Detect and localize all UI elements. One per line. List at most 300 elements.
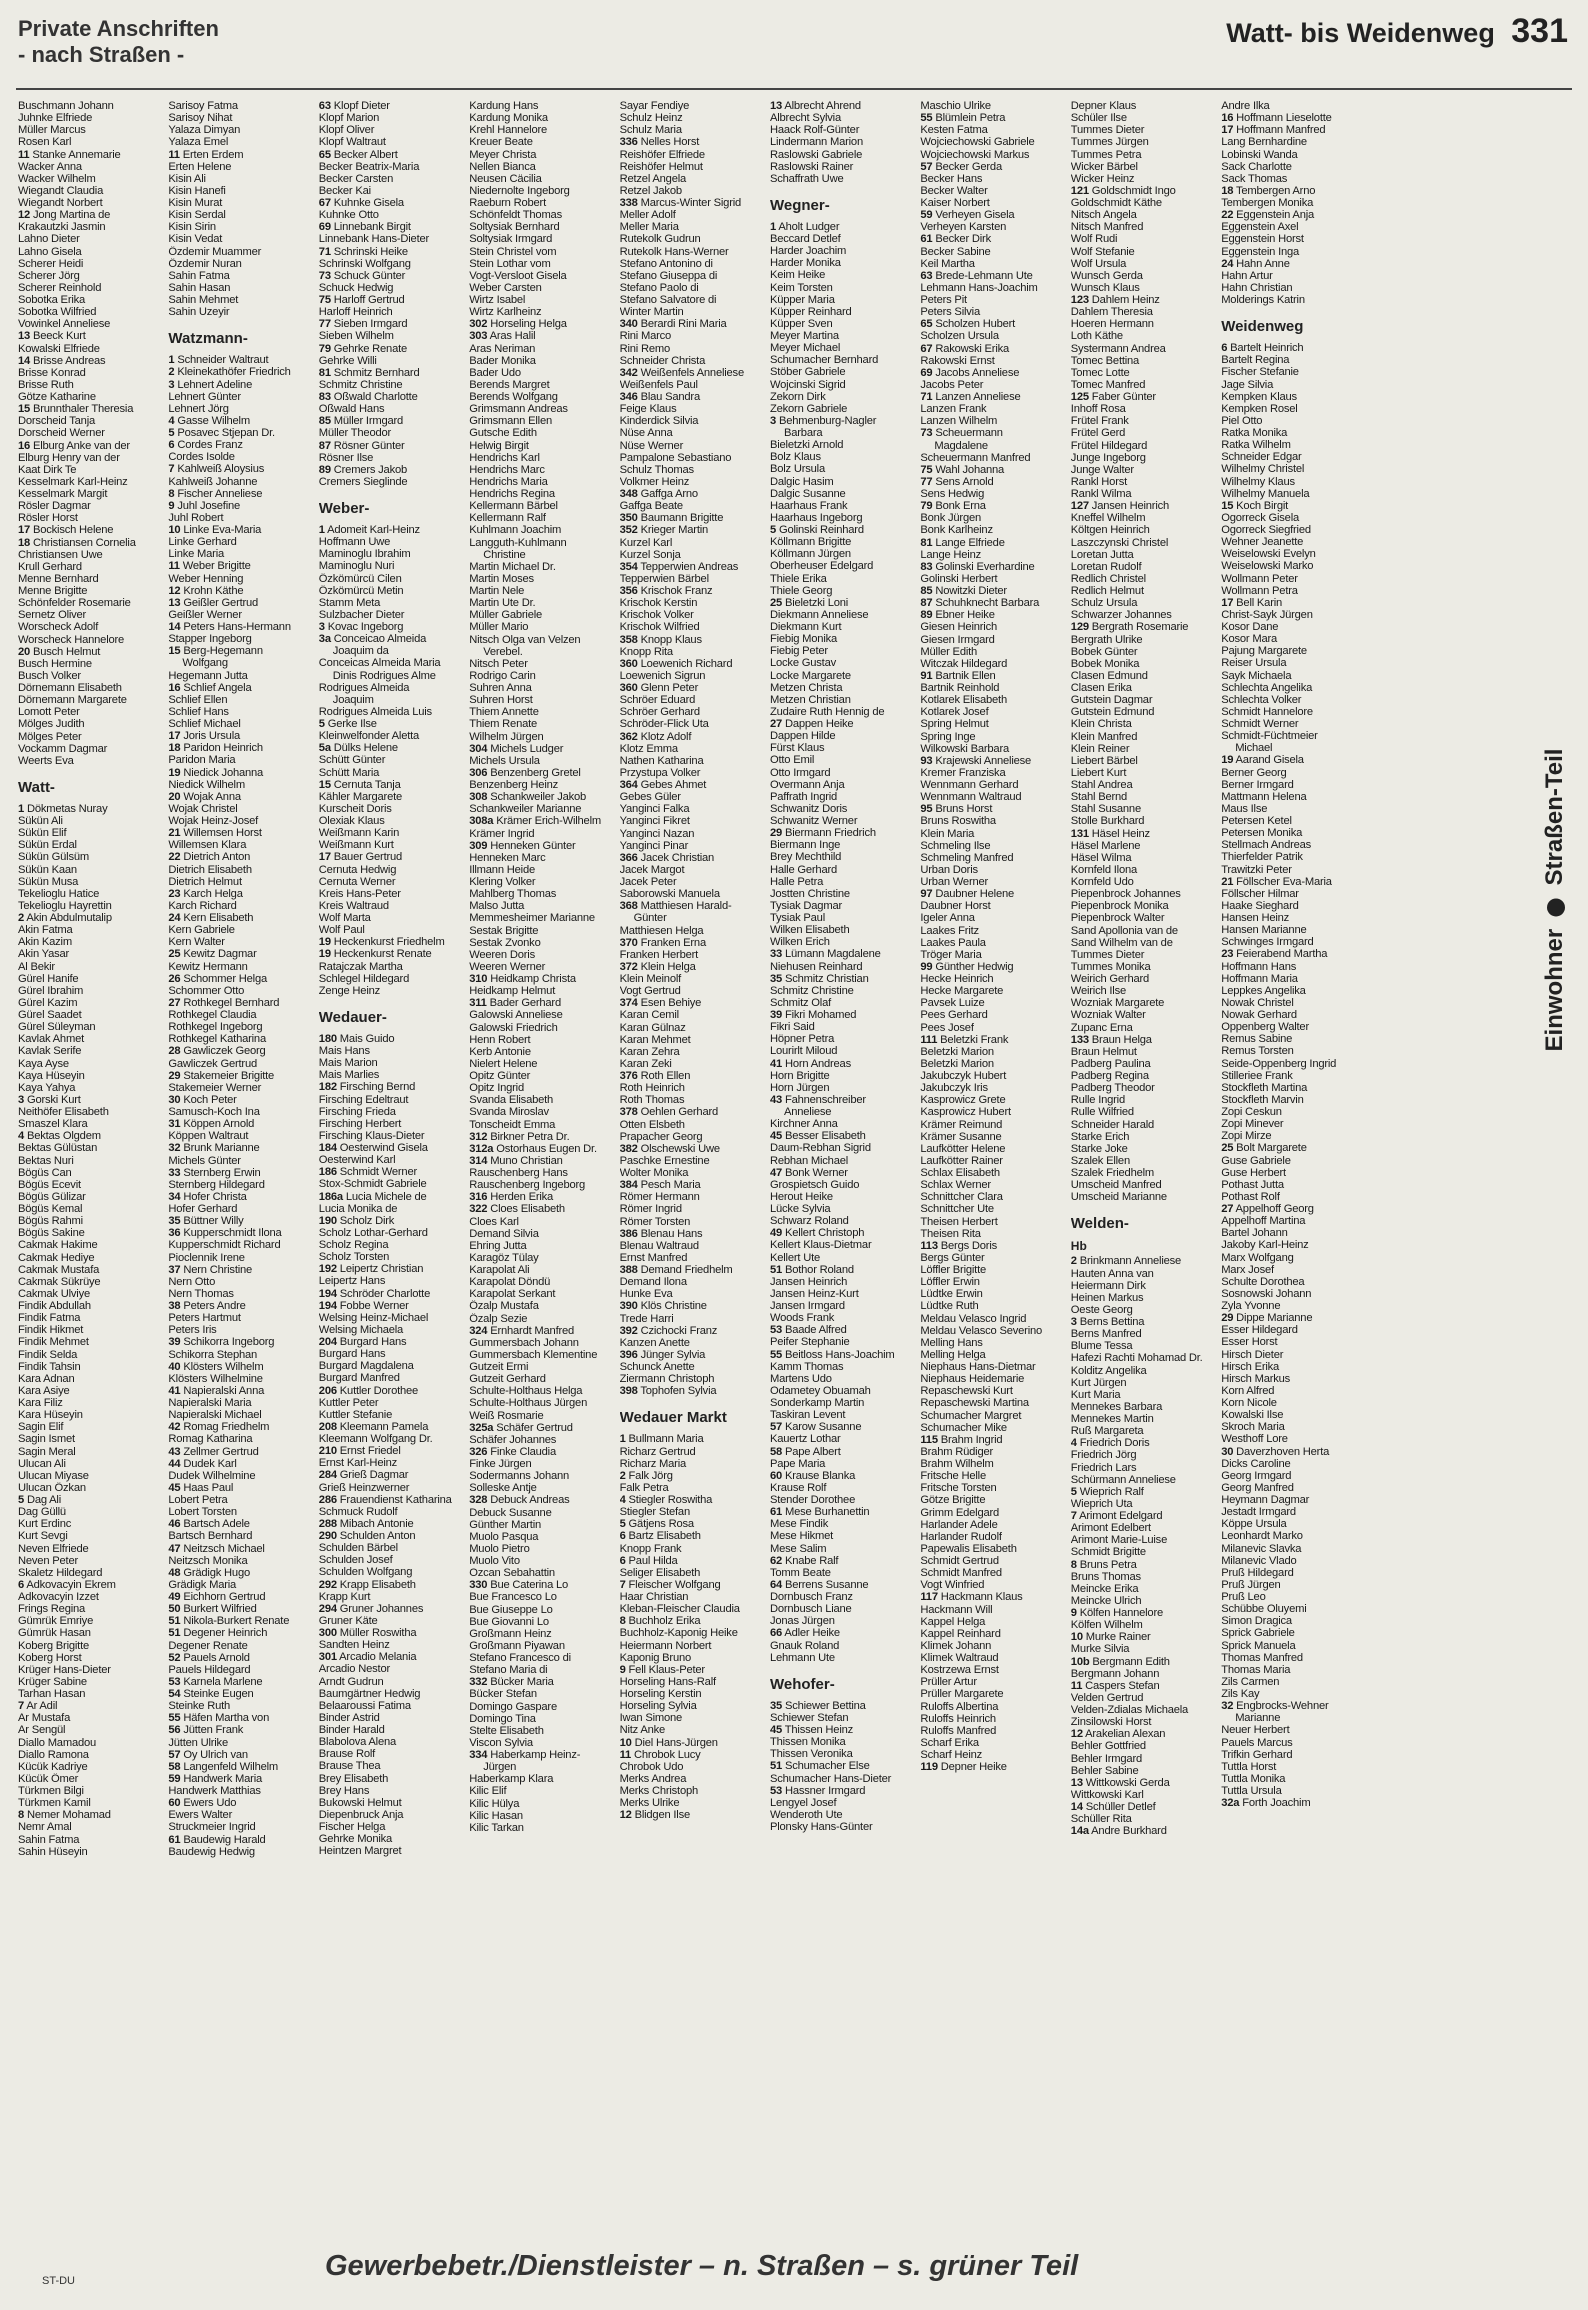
resident-entry <box>770 379 914 391</box>
house-number: 396 <box>619 1348 638 1361</box>
house-number: 184 <box>318 1142 337 1154</box>
resident-name: Klösters Wilhelmine <box>168 1372 263 1385</box>
resident-name: Özalp Sezie <box>469 1312 528 1325</box>
resident-name: Szalek Friedhelm <box>1070 1167 1155 1179</box>
resident-entry <box>469 306 613 318</box>
resident-name: Igeler Anna <box>920 912 975 925</box>
resident-name: Kaiser Norbert <box>920 197 990 209</box>
house-number: 19 <box>168 766 181 779</box>
resident-name: Demand Ilona <box>619 1276 687 1289</box>
resident-name: Szalek Ellen <box>1070 1154 1130 1167</box>
resident-entry <box>1221 803 1365 815</box>
resident-entry <box>18 1191 162 1203</box>
house-number: 386 <box>619 1227 638 1240</box>
resident-entry <box>469 925 613 937</box>
resident-entry <box>620 1579 764 1591</box>
house-number: 308 <box>469 791 488 804</box>
resident-name: Kostrzewa Ernst <box>920 1664 999 1677</box>
resident-name: Sieben Irmgard <box>333 318 408 331</box>
house-number: 20 <box>168 790 181 803</box>
resident-entry <box>620 1506 764 1518</box>
resident-name: Degener Heinrich <box>183 1627 268 1640</box>
resident-name: Tepperwien Andreas <box>640 560 739 573</box>
resident-name: Kurt Erdinc <box>18 1518 72 1531</box>
resident-name: Piel Otto <box>1221 414 1263 427</box>
resident-name: Klösters Wilhelm <box>183 1360 264 1373</box>
house-number: 5 <box>619 1518 626 1531</box>
house-number: 46 <box>168 1518 181 1531</box>
resident-name: Krakautzki Jasmin <box>18 221 106 234</box>
resident-name: Kern Gabriele <box>168 924 235 937</box>
resident-entry <box>1071 561 1215 573</box>
resident-name: Schumacher Mike <box>920 1421 1007 1434</box>
directory-column <box>168 100 312 2220</box>
resident-name: Kellermann Ralf <box>469 512 546 525</box>
resident-entry <box>620 803 764 815</box>
resident-name: Krüger Sabine <box>18 1675 87 1688</box>
directory-column <box>1071 100 1215 2220</box>
resident-name: Niehusen Reinhard <box>769 960 863 973</box>
resident-name: Kamm Thomas <box>769 1360 844 1373</box>
resident-entry <box>168 1409 312 1421</box>
resident-entry <box>1071 670 1215 682</box>
resident-entry <box>770 560 914 572</box>
resident-entry <box>1071 136 1215 148</box>
resident-entry <box>469 403 613 415</box>
resident-entry <box>18 597 162 609</box>
resident-name: Clasen Erika <box>1070 682 1132 694</box>
resident-entry <box>770 633 914 645</box>
resident-name: Fischer Helga <box>318 1821 386 1833</box>
house-number: 71 <box>318 245 331 258</box>
resident-name: Fleischer Wolfgang <box>628 1578 721 1591</box>
resident-name: Brey Mechthild <box>769 851 842 864</box>
resident-name: Költgen Heinrich <box>1070 524 1150 537</box>
resident-entry <box>469 731 613 743</box>
resident-entry <box>18 658 162 670</box>
resident-name: Fell Klaus-Peter <box>628 1663 705 1676</box>
resident-entry <box>319 1833 463 1845</box>
resident-entry <box>168 876 312 888</box>
resident-name: Müller Irmgard <box>333 415 404 428</box>
resident-entry <box>1071 803 1215 815</box>
resident-name: Tysiak Dagmar <box>769 899 842 912</box>
resident-name: Kempken Klaus <box>1221 390 1297 403</box>
resident-entry <box>168 1737 312 1749</box>
resident-name: Wehner Jeanette <box>1221 536 1304 549</box>
resident-name: Linke Gerhard <box>168 536 237 549</box>
resident-entry <box>319 100 463 112</box>
resident-name: Ziermann Christoph <box>619 1373 715 1386</box>
resident-entry <box>319 1566 463 1578</box>
house-number: 384 <box>619 1179 638 1192</box>
resident-entry <box>319 379 463 391</box>
resident-entry <box>770 864 914 876</box>
resident-entry <box>469 694 613 706</box>
resident-name: Bergrath Rosemarie <box>1091 621 1189 634</box>
resident-name: Findik Mehmet <box>18 1336 89 1349</box>
resident-entry <box>469 1458 613 1470</box>
resident-name: Weber Brigitte <box>182 560 251 573</box>
resident-entry <box>469 1288 613 1300</box>
house-number: 15 <box>318 778 331 791</box>
resident-name: Jansen Heinz-Kurt <box>769 1287 859 1300</box>
resident-name: Jansen Irmgard <box>769 1300 845 1312</box>
resident-entry <box>770 427 914 439</box>
resident-entry <box>319 1542 463 1554</box>
resident-name: Arimont Edelgard <box>1079 1510 1163 1522</box>
resident-name: Schüler Ilse <box>1070 112 1127 125</box>
resident-entry <box>1071 355 1215 367</box>
resident-entry <box>620 1058 764 1070</box>
resident-name: Schmidt Werner <box>339 1166 417 1179</box>
resident-name: Tembergen Arno <box>1235 184 1316 197</box>
resident-name: Bergmann Johann <box>1070 1667 1160 1680</box>
resident-name: Peters Hartmut <box>168 1312 241 1325</box>
resident-name: Nathen Katharina <box>619 754 704 767</box>
resident-entry <box>1071 488 1215 500</box>
house-number: 63 <box>920 269 933 282</box>
resident-entry <box>770 754 914 766</box>
resident-entry <box>770 597 914 609</box>
resident-name: Oesterwind Karl <box>318 1154 396 1167</box>
resident-entry <box>770 1640 914 1652</box>
house-number: 358 <box>619 633 638 646</box>
resident-name: Gutstein Edmund <box>1070 706 1155 719</box>
resident-entry <box>469 1652 613 1664</box>
resident-entry <box>1071 403 1215 415</box>
resident-name: Becker Walter <box>920 184 988 197</box>
resident-name: Rakowski Ernst <box>920 354 995 367</box>
house-number: 121 <box>1070 184 1089 197</box>
resident-name: Conceicas Almeida Maria <box>318 657 441 670</box>
resident-entry <box>1221 1130 1365 1142</box>
resident-entry <box>469 1094 613 1106</box>
resident-entry <box>1071 1680 1215 1692</box>
resident-name: Diepenbruck Anja <box>318 1808 404 1821</box>
resident-name: Michels Ludger <box>490 742 564 755</box>
resident-name: Kleemann Pamela <box>339 1420 429 1433</box>
house-number: 79 <box>318 342 331 355</box>
resident-entry <box>920 185 1064 197</box>
resident-name: Finke Claudia <box>490 1445 556 1458</box>
resident-entry <box>319 1785 463 1797</box>
resident-name: Rulle Wilfried <box>1070 1106 1134 1119</box>
resident-name: Häsel Marlene <box>1070 839 1141 852</box>
resident-name: Weiselowski Evelyn <box>1221 548 1316 561</box>
resident-name: Tröger Maria <box>920 948 982 961</box>
house-number: 45 <box>168 1481 181 1494</box>
resident-name: Mese Hikmet <box>769 1530 834 1543</box>
resident-name: Findik Abdullah <box>18 1300 91 1312</box>
house-number: 180 <box>318 1032 337 1045</box>
house-number: 390 <box>619 1300 638 1313</box>
resident-name: Debuck Susanne <box>469 1506 552 1519</box>
house-number: 190 <box>318 1214 337 1227</box>
resident-name: Malso Jutta <box>469 900 525 913</box>
resident-name: Ernst Karl-Heinz <box>318 1457 398 1470</box>
resident-name: Bektas Gülüstan <box>18 1142 98 1155</box>
resident-name: Dietrich Helmut <box>168 875 242 888</box>
resident-name: Westhoff Lore <box>1221 1433 1288 1446</box>
resident-name: Wilkowski Barbara <box>920 742 1009 755</box>
resident-name: Lehnert Jörg <box>168 402 229 415</box>
resident-name: Brey Hans <box>318 1784 370 1797</box>
resident-entry <box>18 1688 162 1700</box>
resident-entry <box>920 694 1064 706</box>
resident-entry <box>1221 876 1365 888</box>
house-number: 99 <box>920 960 933 973</box>
resident-name: Kleinekathöfer Friedrich <box>177 366 291 379</box>
resident-entry <box>920 961 1064 973</box>
resident-entry <box>620 221 764 233</box>
resident-entry <box>1221 1361 1365 1373</box>
resident-name: Diel Hans-Jürgen <box>634 1736 718 1749</box>
resident-name: Birkner Petra Dr. <box>490 1130 570 1143</box>
resident-entry <box>18 743 162 755</box>
resident-name: Leonhardt Marko <box>1221 1530 1303 1543</box>
resident-name: Paschke Ernestine <box>619 1154 710 1167</box>
house-number: 3 <box>1070 1316 1077 1328</box>
house-number: 303 <box>469 330 488 343</box>
resident-name: Cremers Sieglinde <box>318 475 408 488</box>
resident-name: Karan Zehra <box>619 1045 680 1058</box>
resident-name: Burgard Hans <box>339 1336 407 1348</box>
resident-entry <box>920 803 1064 815</box>
resident-entry <box>319 1482 463 1494</box>
resident-name: Wozniak Margarete <box>1070 997 1165 1010</box>
resident-entry <box>18 197 162 209</box>
resident-entry <box>770 1094 914 1106</box>
resident-name: Lümann Magdalene <box>784 948 881 961</box>
resident-entry <box>770 1446 914 1458</box>
resident-entry <box>168 718 312 730</box>
resident-name: Schulz Ursula <box>1070 597 1138 610</box>
resident-name: Maus Ilse <box>1221 802 1268 815</box>
resident-name: Firsching Bernd <box>339 1081 416 1094</box>
resident-name: Zinsilowski Horst <box>1070 1716 1152 1729</box>
house-number: 51 <box>769 1760 783 1773</box>
resident-name: Franken Herbert <box>619 948 699 961</box>
resident-entry <box>1071 731 1215 743</box>
resident-name: Nowak Christel <box>1221 996 1294 1009</box>
resident-name: Mölges Judith <box>18 718 85 731</box>
resident-name: Harder Joachim <box>769 245 847 258</box>
house-number: 91 <box>920 669 933 682</box>
house-number: 49 <box>168 1591 181 1603</box>
house-number: 294 <box>318 1602 337 1615</box>
resident-name: Jong Martina de <box>32 209 111 222</box>
resident-entry <box>1071 1316 1215 1328</box>
resident-name: Brause Rolf <box>318 1748 376 1761</box>
resident-name: Samusch-Koch Ina <box>168 1106 260 1118</box>
resident-name: Grieß Heinzwerner <box>318 1481 410 1494</box>
resident-entry <box>319 1809 463 1821</box>
resident-entry <box>319 609 463 621</box>
house-number: 50 <box>168 1603 181 1616</box>
resident-entry <box>620 1530 764 1542</box>
resident-name: Sahin Uzeyir <box>168 306 230 319</box>
resident-entry <box>620 1652 764 1664</box>
resident-entry <box>620 1797 764 1809</box>
resident-entry <box>1221 1482 1365 1494</box>
resident-name: Heidkamp Helmut <box>469 985 556 998</box>
resident-name: Loretan Rudolf <box>1070 560 1142 573</box>
resident-entry <box>620 1724 764 1736</box>
resident-entry <box>1071 1559 1215 1571</box>
house-number: 32a <box>1221 1797 1240 1810</box>
resident-name: Karan Mehmet <box>619 1033 691 1046</box>
resident-entry <box>770 149 914 161</box>
resident-entry <box>770 512 914 524</box>
resident-name: Repaschewski Martina <box>920 1397 1029 1410</box>
resident-name: Thierfelder Patrik <box>1221 851 1303 864</box>
resident-entry <box>620 488 764 500</box>
resident-name: Sobotka Wilfried <box>18 306 97 319</box>
resident-name: Kisin Serdal <box>168 209 226 222</box>
resident-name: Tekelioglu Hayrettin <box>18 899 112 912</box>
resident-entry <box>319 1130 463 1142</box>
resident-entry <box>469 452 613 464</box>
resident-entry <box>1221 742 1365 754</box>
resident-entry <box>1221 912 1365 924</box>
resident-name: Daubner Helene <box>935 888 1015 901</box>
resident-entry <box>18 1264 162 1276</box>
resident-entry <box>319 1821 463 1833</box>
resident-entry <box>1221 1082 1365 1094</box>
resident-entry <box>18 367 162 379</box>
resident-name: Schuck Hedwig <box>318 281 394 294</box>
house-number: 312 <box>469 1130 488 1143</box>
resident-entry <box>168 1070 312 1082</box>
house-number: 63 <box>318 100 331 112</box>
resident-name: Ratka Monika <box>1221 427 1288 439</box>
resident-entry <box>18 573 162 585</box>
resident-entry <box>1071 597 1215 609</box>
resident-name: Stelte Elisabeth <box>469 1724 544 1737</box>
resident-entry <box>620 403 764 415</box>
resident-entry <box>319 633 463 645</box>
resident-name: Kaya Ayse <box>18 1057 69 1070</box>
resident-name: Krause Rolf <box>769 1481 827 1494</box>
resident-name: Brede-Lehmann Ute <box>935 269 1033 282</box>
resident-entry <box>620 1640 764 1652</box>
resident-name: Kotlarek Josef <box>920 706 989 719</box>
resident-name: Klös Christine <box>640 1300 707 1313</box>
resident-entry <box>620 1106 764 1118</box>
resident-name: Götze Brigitte <box>920 1494 986 1507</box>
resident-name: Roth Ellen <box>640 1070 691 1082</box>
resident-entry <box>168 560 312 572</box>
resident-entry <box>18 1385 162 1397</box>
resident-name: Kosor Dane <box>1221 621 1279 633</box>
resident-entry <box>168 451 312 463</box>
resident-name: Schlief Michael <box>168 718 241 730</box>
resident-entry <box>920 937 1064 949</box>
house-number: 23 <box>1221 948 1234 961</box>
resident-entry <box>18 815 162 827</box>
resident-entry <box>920 1507 1064 1519</box>
resident-name: Conceicao Almeida <box>333 633 427 646</box>
house-number: 61 <box>920 233 933 246</box>
resident-name: Müller Theodor <box>318 427 392 440</box>
resident-entry <box>469 1373 613 1385</box>
house-number: 3 <box>168 378 175 391</box>
resident-name: Bögüs Rahmi <box>18 1215 83 1228</box>
resident-entry <box>770 621 914 633</box>
resident-entry <box>319 1627 463 1639</box>
resident-name: Kurzel Sonja <box>619 548 681 561</box>
resident-name: Schulz Maria <box>619 124 682 137</box>
resident-name: Tuttla Ursula <box>1221 1785 1282 1797</box>
resident-entry <box>770 609 914 621</box>
resident-name: Cakmak Mustafa <box>18 1263 100 1276</box>
resident-entry <box>18 464 162 476</box>
resident-name: Müller Marcus <box>18 124 86 137</box>
resident-entry <box>1221 1579 1365 1591</box>
resident-name: Stolle Burkhard <box>1070 815 1145 828</box>
resident-entry <box>1071 767 1215 779</box>
resident-entry <box>1071 330 1215 342</box>
side-label-text <box>1541 749 1569 1052</box>
resident-name: Schwarzer Johannes <box>1070 609 1172 622</box>
street-heading: Weber- <box>318 500 370 517</box>
resident-name: Geißler Gertrud <box>183 596 259 609</box>
resident-name: Sand Wilhelm van de <box>1070 936 1173 949</box>
resident-name: Worscheck Hannelore <box>18 633 125 646</box>
resident-name: Schübbe Oluyemi <box>1221 1603 1307 1616</box>
resident-entry <box>1221 1252 1365 1264</box>
resident-entry <box>1071 161 1215 173</box>
resident-entry <box>469 1313 613 1325</box>
resident-entry <box>920 634 1064 646</box>
resident-entry <box>168 682 312 694</box>
resident-name: Kahlweiß Aloysius <box>177 463 265 476</box>
resident-entry <box>469 1361 613 1373</box>
resident-entry <box>319 391 463 403</box>
resident-entry <box>920 1567 1064 1579</box>
resident-entry <box>920 330 1064 342</box>
resident-name: Oeste Georg <box>1070 1303 1133 1316</box>
resident-entry <box>319 1251 463 1263</box>
resident-name: Krischok Kerstin <box>619 597 698 610</box>
resident-entry <box>469 706 613 718</box>
resident-entry <box>1071 1046 1215 1058</box>
resident-name: Neuer Herbert <box>1221 1724 1290 1737</box>
resident-entry <box>18 1530 162 1542</box>
resident-name: Wilhelm Jürgen <box>469 730 544 743</box>
resident-entry <box>1221 839 1365 851</box>
side-label-word1: Einwohner <box>1541 928 1568 1052</box>
resident-name: Gürel Kazim <box>18 996 78 1009</box>
house-number: 12 <box>1070 1728 1083 1741</box>
resident-entry <box>1221 512 1365 524</box>
resident-name: Lücke Sylvia <box>769 1203 831 1215</box>
resident-name: Zopi Minever <box>1221 1118 1284 1131</box>
resident-name: Römer Ingrid <box>619 1203 682 1216</box>
resident-entry <box>18 1518 162 1530</box>
house-number: 35 <box>769 972 783 985</box>
resident-name: Olexiak Klaus <box>318 815 385 827</box>
resident-entry <box>469 1531 613 1543</box>
resident-name: Kurzel Karl <box>619 536 673 549</box>
resident-entry <box>1221 1688 1365 1700</box>
resident-entry <box>319 1688 463 1700</box>
resident-name: Schunck Anette <box>619 1361 695 1373</box>
page-number: 331 <box>1511 12 1568 50</box>
resident-entry <box>620 197 764 209</box>
house-number: 7 <box>619 1578 626 1591</box>
